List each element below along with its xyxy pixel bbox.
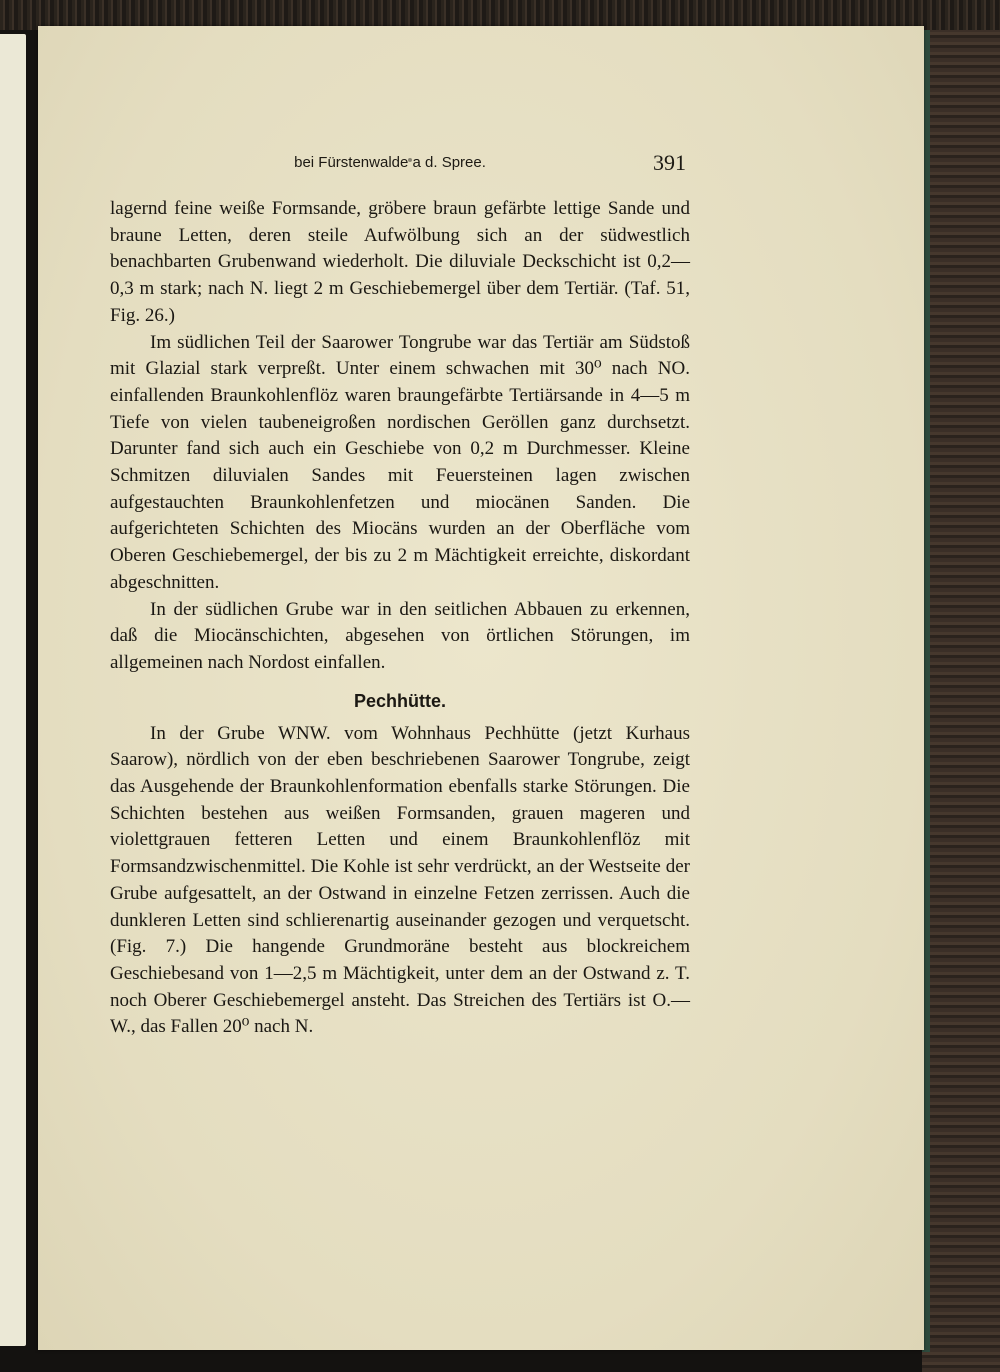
paragraph-1: lagernd feine weiße Formsande, gröbere braun gefärbte lettige Sande und braune Letten, deren steile Aufwölbung sich an der südwestlich benachbarten Grubenwand wiederholt. Die diluviale Deckschicht ist 0,2—0,3 m stark; nach N. liegt 2 m Geschiebemergel über dem Tertiär. (Taf. 51, Fig. 26.): [110, 198, 690, 326]
section-paragraph: In der Grube WNW. vom Wohnhaus Pechhütte (jetzt Kurhaus Saarow), nördlich von der eben beschriebenen Saarower Tongrube, zeigt das Ausgehende der Braunkohlenformation ebenfalls starke Störungen. Die Schichten bestehen aus weißen Formsanden, grauen mageren und violettgrauen fetteren Letten und einem Braunkohlenflöz mit Formsandzwischenmittel. Die Kohle ist sehr verdrückt, an der Westseite der Grube aufgesattelt, an der Ostwand in einzelne Fetzen zerrissen. Auch die dunkleren Letten sind schlierenartig auseinander gezogen und verquetscht. (Fig. 7.) Die hangende Grundmoräne besteht aus blockreichem Geschiebesand von 1—2,5 m Mächtigkeit, unter dem an der Ostwand z. T. noch Oberer Geschiebemergel ansteht. Das Streichen des Tertiärs ist O.—W., das Fallen 20⁰ nach N.: [110, 722, 690, 1038]
section-heading: Pechhütte.: [353, 690, 446, 711]
paragraph-2: Im südlichen Teil der Saarower Tongrube war das Tertiär am Südstoß mit Glazial stark verpreßt. Unter einem schwachen mit 30⁰ nach NO. einfallenden Braunkohlenflöz waren braungefärbte Tertiärsande in 4—5 m Tiefe von vielen taubeneigroßen nordischen Geröllen ganz durchsetzt. Darunter fand sich auch ein Geschiebe von 0,2 m Durchmesser. Kleine Schmitzen diluvialen Sandes mit Feuersteinen lagen zwischen aufgestauchten Braunkohlenfetzen und miocänen Sanden. Die aufgerichteten Schichten des Miocäns wurden an der Oberfläche vom Oberen Geschiebemergel, der bis zu 2 m Mächtigkeit erreichte, diskordant abgeschnitten.: [110, 331, 690, 593]
book-cover-edge: [922, 30, 1000, 1372]
page-number: 391: [653, 150, 686, 175]
running-head: bei Fürstenwalde a d. Spree.: [294, 154, 486, 171]
paragraph-3: In der südlichen Grube war in den seitlichen Abbauen zu erkennen, daß die Miocänschichten, abgesehen von örtlichen Störungen, im allgemeinen nach Nordost einfallen.: [110, 598, 690, 673]
facing-page-edge: [0, 34, 26, 1346]
page-header: [110, 152, 686, 182]
body-text: [110, 196, 690, 1041]
